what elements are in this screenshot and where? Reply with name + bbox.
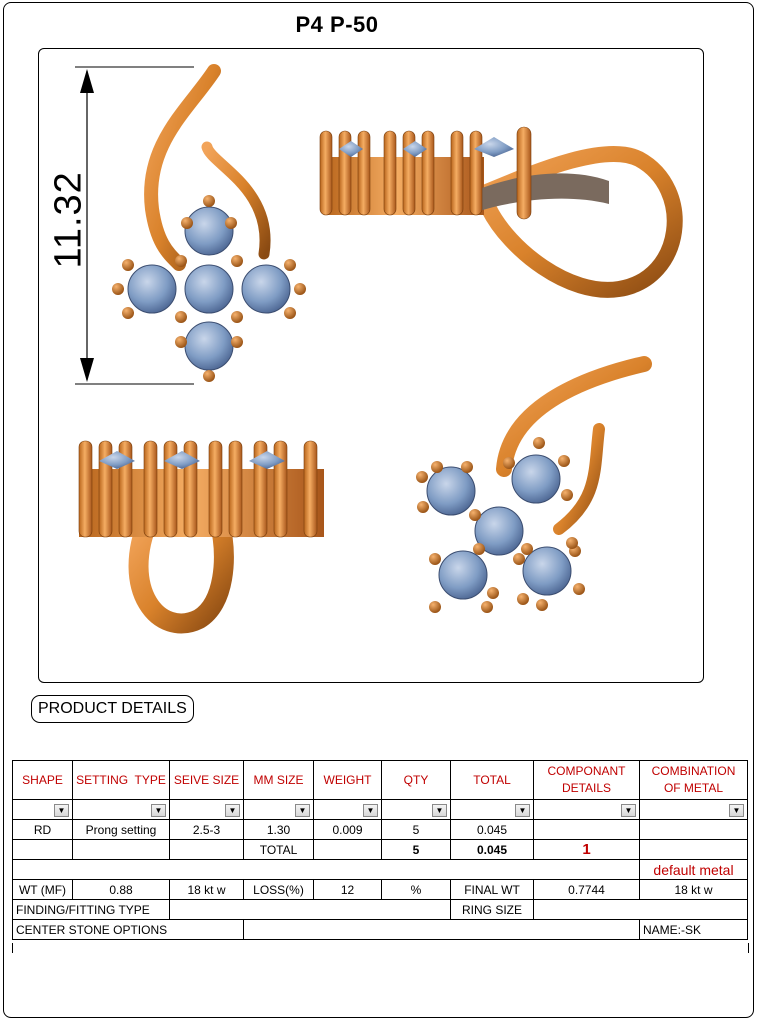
product-details-label: PRODUCT DETAILS (31, 695, 194, 723)
center-stone-row (13, 920, 748, 940)
cell-seive-size[interactable]: 2.5-3 (170, 820, 244, 840)
cell-metal[interactable] (640, 820, 748, 840)
dropdown-arrow-icon[interactable]: ▼ (151, 804, 166, 817)
dropdown-arrow-icon[interactable]: ▼ (621, 804, 636, 817)
finding-row (13, 900, 748, 920)
dropdown-arrow-icon[interactable]: ▼ (295, 804, 310, 817)
name-label: NAME:-SK (640, 920, 748, 940)
cell-mm-size[interactable]: 1.30 (244, 820, 314, 840)
final-wt-value[interactable]: 0.7744 (534, 880, 640, 900)
filter-icon[interactable]: ▼ (432, 804, 447, 817)
front-view (112, 71, 306, 382)
table-tail (12, 943, 749, 953)
header-mm-size: MM SIZE (244, 761, 314, 800)
filter-row (13, 800, 748, 820)
loss-value[interactable]: 12 (314, 880, 382, 900)
dropdown-arrow-icon[interactable]: ▼ (225, 804, 240, 817)
header-component-details: COMPONANT DETAILS (534, 761, 640, 800)
header-total: TOTAL (451, 761, 534, 800)
page-title: P4 P-50 (295, 12, 379, 37)
header-seive-size: SEIVE SIZE (170, 761, 244, 800)
default-metal-row (13, 860, 748, 880)
dropdown-arrow-icon[interactable]: ▼ (54, 804, 69, 817)
filter-icon[interactable]: ▼ (515, 804, 530, 817)
ring-size-label: RING SIZE (451, 900, 534, 920)
finding-value[interactable] (170, 900, 451, 920)
back-view (79, 441, 324, 623)
header-setting-type: SETTING TYPE (73, 761, 170, 800)
total-label: TOTAL (244, 840, 314, 860)
metal-type[interactable]: 18 kt w (170, 880, 244, 900)
total-row (13, 840, 748, 860)
center-stone-value[interactable] (244, 920, 640, 940)
cell-shape[interactable]: RD (13, 820, 73, 840)
cell-component[interactable] (534, 820, 640, 840)
loss-label: LOSS(%) (244, 880, 314, 900)
wt-mf-label: WT (MF) (13, 880, 73, 900)
weight-row (13, 880, 748, 900)
center-stone-label: CENTER STONE OPTIONS (13, 920, 244, 940)
cell-total[interactable]: 0.045 (451, 820, 534, 840)
final-metal[interactable]: 18 kt w (640, 880, 748, 900)
cell-qty[interactable]: 5 (382, 820, 451, 840)
header-shape: SHAPE (13, 761, 73, 800)
total-qty: 5 (382, 840, 451, 860)
total-weight: 0.045 (451, 840, 534, 860)
dimension-value: 11.32 (47, 171, 90, 269)
jewelry-renders (39, 49, 703, 682)
header-row (13, 761, 748, 800)
render-frame (38, 48, 704, 683)
wt-mf-value[interactable]: 0.88 (73, 880, 170, 900)
header-qty: QTY (382, 761, 451, 800)
details-table (12, 760, 748, 940)
component-count: 1 (534, 840, 640, 860)
final-wt-label: FINAL WT (451, 880, 534, 900)
finding-label: FINDING/FITTING TYPE (13, 900, 170, 920)
dropdown-arrow-icon[interactable]: ▼ (729, 804, 744, 817)
ring-size-value[interactable] (534, 900, 748, 920)
header-combination-metal: COMBINATION OF METAL (640, 761, 748, 800)
dropdown-arrow-icon[interactable]: ▼ (363, 804, 378, 817)
table-row (13, 820, 748, 840)
side-view (320, 127, 675, 290)
header-weight: WEIGHT (314, 761, 382, 800)
perspective-view (416, 364, 644, 613)
cell-setting-type[interactable]: Prong setting (73, 820, 170, 840)
cell-weight[interactable]: 0.009 (314, 820, 382, 840)
percent-sign: % (382, 880, 451, 900)
default-metal[interactable]: default metal (640, 860, 748, 880)
